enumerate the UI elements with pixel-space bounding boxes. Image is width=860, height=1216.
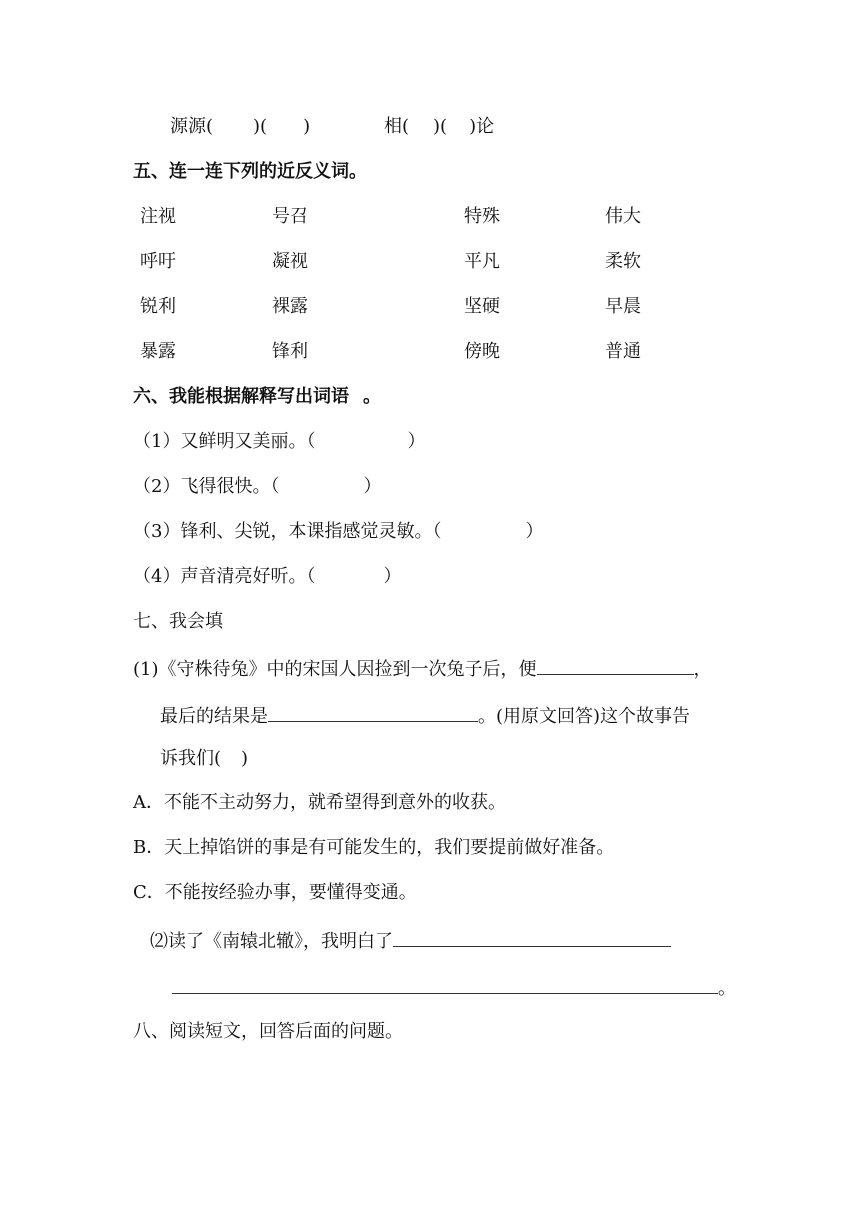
answer-underline[interactable] bbox=[537, 656, 694, 675]
answer-underline[interactable] bbox=[268, 703, 478, 722]
fill-text-end: ， bbox=[693, 659, 712, 680]
idiom-1-mid: )( bbox=[253, 116, 268, 137]
idiom-2-start: 相( bbox=[384, 116, 410, 137]
definition-text: （4）声音清亮好听。（ bbox=[133, 566, 316, 587]
definition-item bbox=[133, 565, 401, 589]
word: 裸露 bbox=[272, 296, 308, 317]
section-8-title: 八、阅读短文，回答后面的问题。 bbox=[133, 1021, 403, 1042]
fill-line-4 bbox=[150, 928, 671, 954]
word: 锐利 bbox=[140, 296, 176, 317]
word: 柔软 bbox=[605, 251, 641, 272]
word: 伟大 bbox=[605, 206, 641, 227]
word: 坚硬 bbox=[464, 296, 500, 317]
definition-item bbox=[133, 475, 381, 499]
word: 暴露 bbox=[140, 341, 176, 362]
fill-text: (1)《守株待兔》中的宋国人因捡到一次兔子后，便 bbox=[133, 659, 537, 680]
definition-item bbox=[133, 520, 543, 544]
fill-text: 最后的结果是 bbox=[160, 706, 268, 727]
word: 号召 bbox=[272, 206, 308, 227]
fill-text-end: ) bbox=[241, 748, 249, 769]
word: 普通 bbox=[605, 341, 641, 362]
fill-text: 诉我们( bbox=[160, 748, 222, 769]
definition-item bbox=[133, 430, 425, 454]
close-paren: ） bbox=[407, 431, 426, 452]
word: 呼吁 bbox=[140, 251, 176, 272]
option-a: A．不能不主动努力，就希望得到意外的收获。 bbox=[133, 792, 506, 813]
definition-text: （2）飞得很快。（ bbox=[133, 476, 280, 497]
word: 凝视 bbox=[272, 251, 308, 272]
idiom-1-end: ) bbox=[303, 116, 311, 137]
section-6-title bbox=[133, 385, 381, 409]
word: 特殊 bbox=[464, 206, 500, 227]
fill-text-end: 。 bbox=[718, 978, 736, 999]
word: 早晨 bbox=[605, 296, 641, 317]
fill-text-end: 。(用原文回答)这个故事告 bbox=[478, 706, 691, 727]
section-6-title-end: 。 bbox=[363, 386, 381, 407]
fill-text: ⑵读了《南辕北辙》，我明白了 bbox=[150, 931, 393, 952]
fill-line-3 bbox=[160, 747, 248, 771]
section-6-title-text: 六、我能根据解释写出词语 bbox=[133, 386, 349, 407]
idiom-1-start: 源源( bbox=[170, 116, 214, 137]
idiom-2-end: )论 bbox=[469, 116, 495, 137]
fill-line-2 bbox=[160, 703, 690, 729]
option-b: B．天上掉馅饼的事是有可能发生的，我们要提前做好准备。 bbox=[133, 837, 615, 858]
fill-line-1 bbox=[133, 656, 712, 682]
word: 平凡 bbox=[464, 251, 500, 272]
definition-text: （3）锋利、尖锐，本课指感觉灵敏。（ bbox=[133, 521, 442, 542]
section-5-title: 五、连一连下列的近反义词。 bbox=[133, 161, 367, 182]
idiom-fill-line-2 bbox=[384, 115, 494, 139]
answer-underline[interactable] bbox=[172, 975, 718, 994]
fill-line-5 bbox=[172, 975, 736, 1001]
close-paren: ） bbox=[525, 521, 544, 542]
word: 锋利 bbox=[272, 341, 308, 362]
word: 注视 bbox=[140, 206, 176, 227]
idiom-fill-line bbox=[170, 115, 310, 139]
word: 傍晚 bbox=[464, 341, 500, 362]
close-paren: ） bbox=[383, 566, 402, 587]
answer-underline[interactable] bbox=[393, 928, 671, 947]
idiom-2-mid: )( bbox=[433, 116, 448, 137]
section-7-title: 七、我会填 bbox=[133, 611, 223, 632]
close-paren: ） bbox=[363, 476, 382, 497]
option-c: C．不能按经验办事，要懂得变通。 bbox=[133, 882, 417, 903]
definition-text: （1）又鲜明又美丽。（ bbox=[133, 431, 316, 452]
